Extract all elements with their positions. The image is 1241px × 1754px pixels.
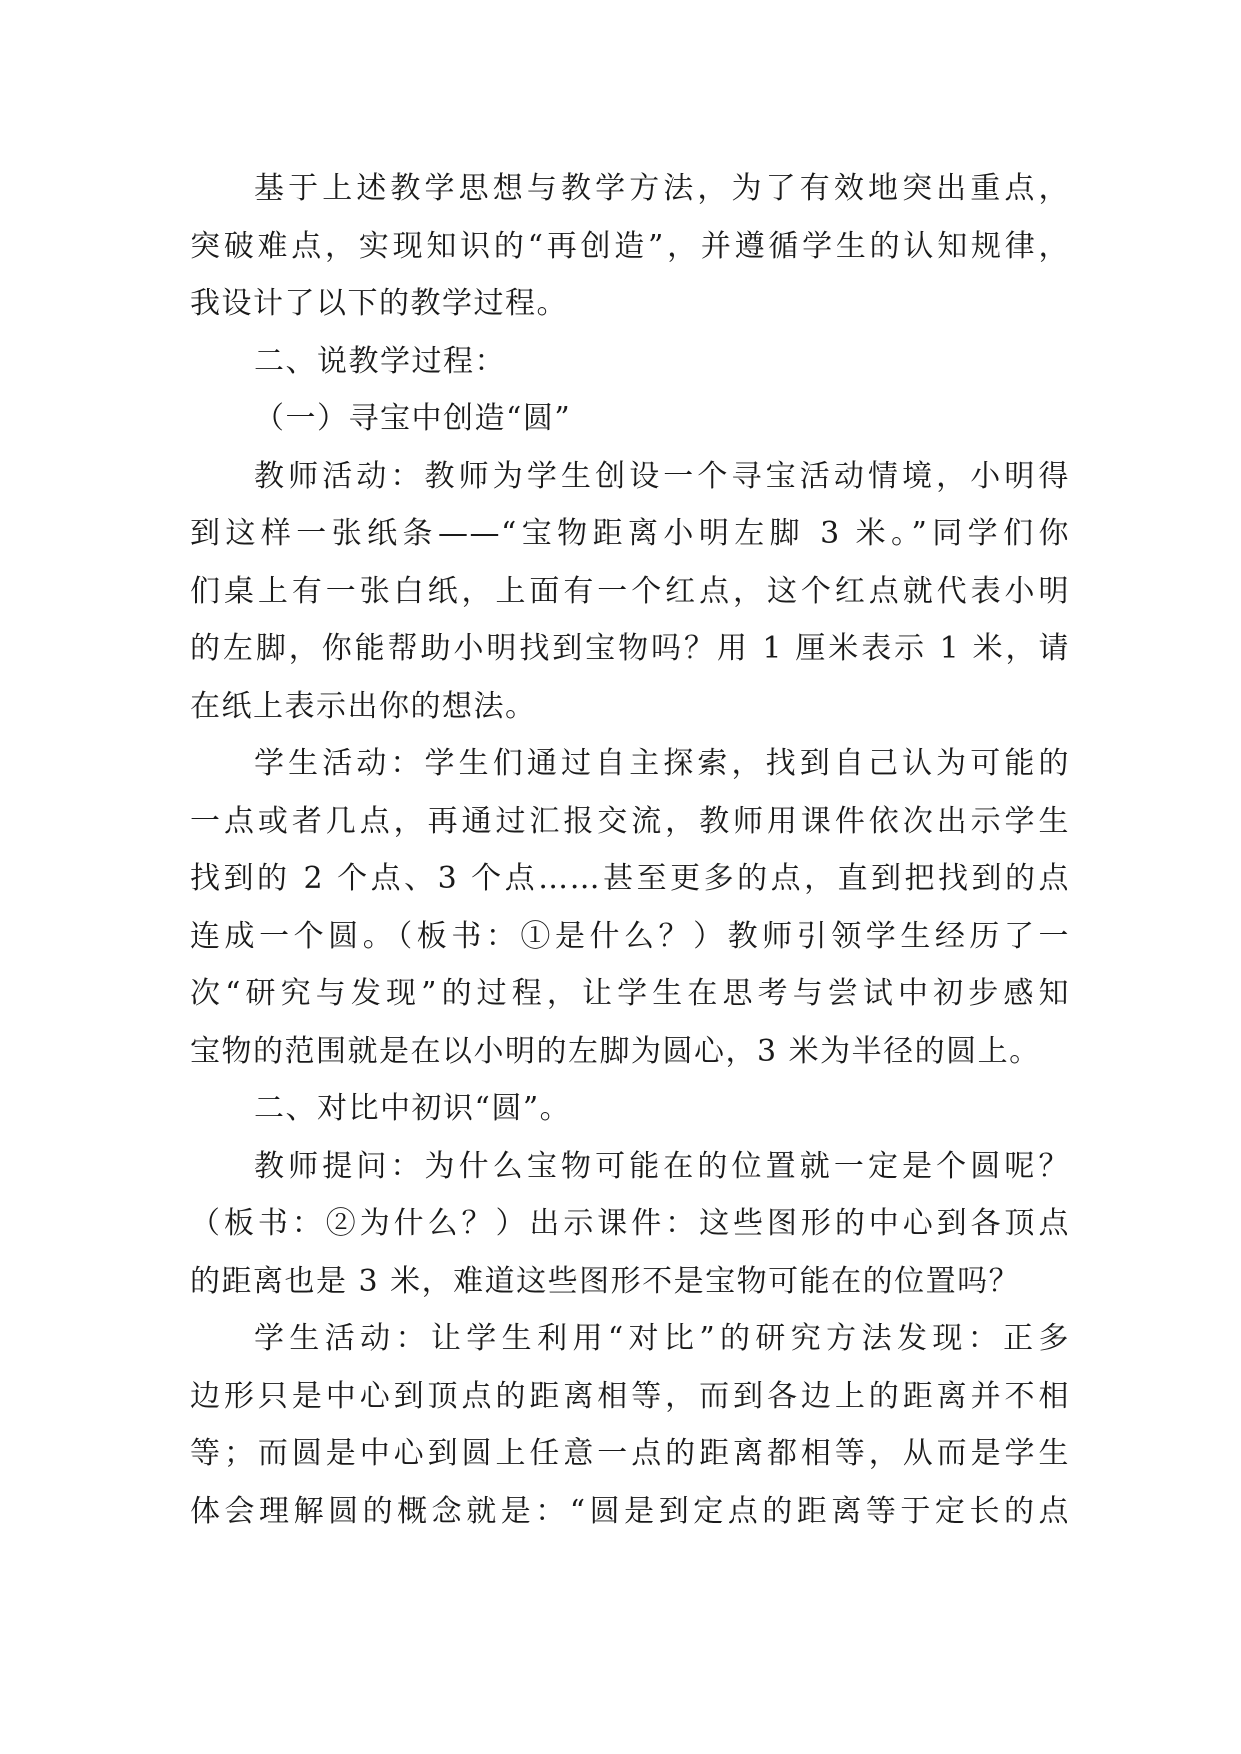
- paragraph-2-line-1: 教师活动：教师为学生创设一个寻宝活动情境，小明得: [254, 458, 1070, 494]
- paragraph-3-line-6: 宝物的范围就是在以小明的左脚为圆心，3 米为半径的圆上。: [190, 1033, 1041, 1069]
- paragraph-5-line-3: 等；而圆是中心到圆上任意一点的距离都相等，从而是学生: [190, 1436, 1070, 1471]
- paragraph-2-line-2: 到这样一张纸条——“宝物距离小明左脚 3 米。”同学们你: [190, 516, 1070, 551]
- paragraph-2-line-5: 在纸上表示出你的想法。: [190, 688, 537, 724]
- paragraph-4-line-3: 的距离也是 3 米，难道这些图形不是宝物可能在的位置吗？: [190, 1263, 1021, 1299]
- paragraph-1-line-2: 突破难点，实现知识的“再创造”，并遵循学生的认知规律，: [190, 228, 1070, 264]
- paragraph-3-line-4: 连成一个圆。（板书：①是什么？）教师引领学生经历了一: [190, 918, 1070, 954]
- subsection-heading-treasure: （一）寻宝中创造“圆”: [254, 401, 572, 436]
- paragraph-3-line-1: 学生活动：学生们通过自主探索，找到自己认为可能的: [254, 746, 1070, 781]
- section-heading-teaching-process: 二、说教学过程：: [254, 343, 506, 379]
- paragraph-3-line-3: 找到的 2 个点、3 个点……甚至更多的点，直到把找到的点: [190, 861, 1070, 896]
- paragraph-5-line-1: 学生活动：让学生利用“对比”的研究方法发现：正多: [254, 1321, 1070, 1356]
- paragraph-2-line-4: 的左脚，你能帮助小明找到宝物吗？用 1 厘米表示 1 米，请: [190, 631, 1070, 666]
- paragraph-2-line-3: 们桌上有一张白纸，上面有一个红点，这个红点就代表小明: [190, 573, 1070, 609]
- paragraph-4-line-2: （板书：②为什么？）出示课件：这些图形的中心到各顶点: [190, 1206, 1070, 1241]
- paragraph-4-line-1: 教师提问：为什么宝物可能在的位置就一定是个圆呢？: [254, 1148, 1070, 1184]
- document-body: [190, 160, 1070, 1540]
- paragraph-3-line-2: 一点或者几点，再通过汇报交流，教师用课件依次出示学生: [190, 803, 1070, 839]
- paragraph-1-line-3: 我设计了以下的教学过程。: [190, 286, 568, 321]
- paragraph-1-line-1: 基于上述教学思想与教学方法，为了有效地突出重点，: [254, 171, 1070, 206]
- paragraph-5-line-2: 边形只是中心到顶点的距离相等，而到各边上的距离并不相: [190, 1378, 1070, 1414]
- paragraph-3-line-5: 次“研究与发现”的过程，让学生在思考与尝试中初步感知: [190, 976, 1070, 1011]
- paragraph-5-line-4: 体会理解圆的概念就是：“圆是到定点的距离等于定长的点: [190, 1493, 1070, 1529]
- section-heading-comparison: 二、对比中初识“圆”。: [254, 1091, 572, 1126]
